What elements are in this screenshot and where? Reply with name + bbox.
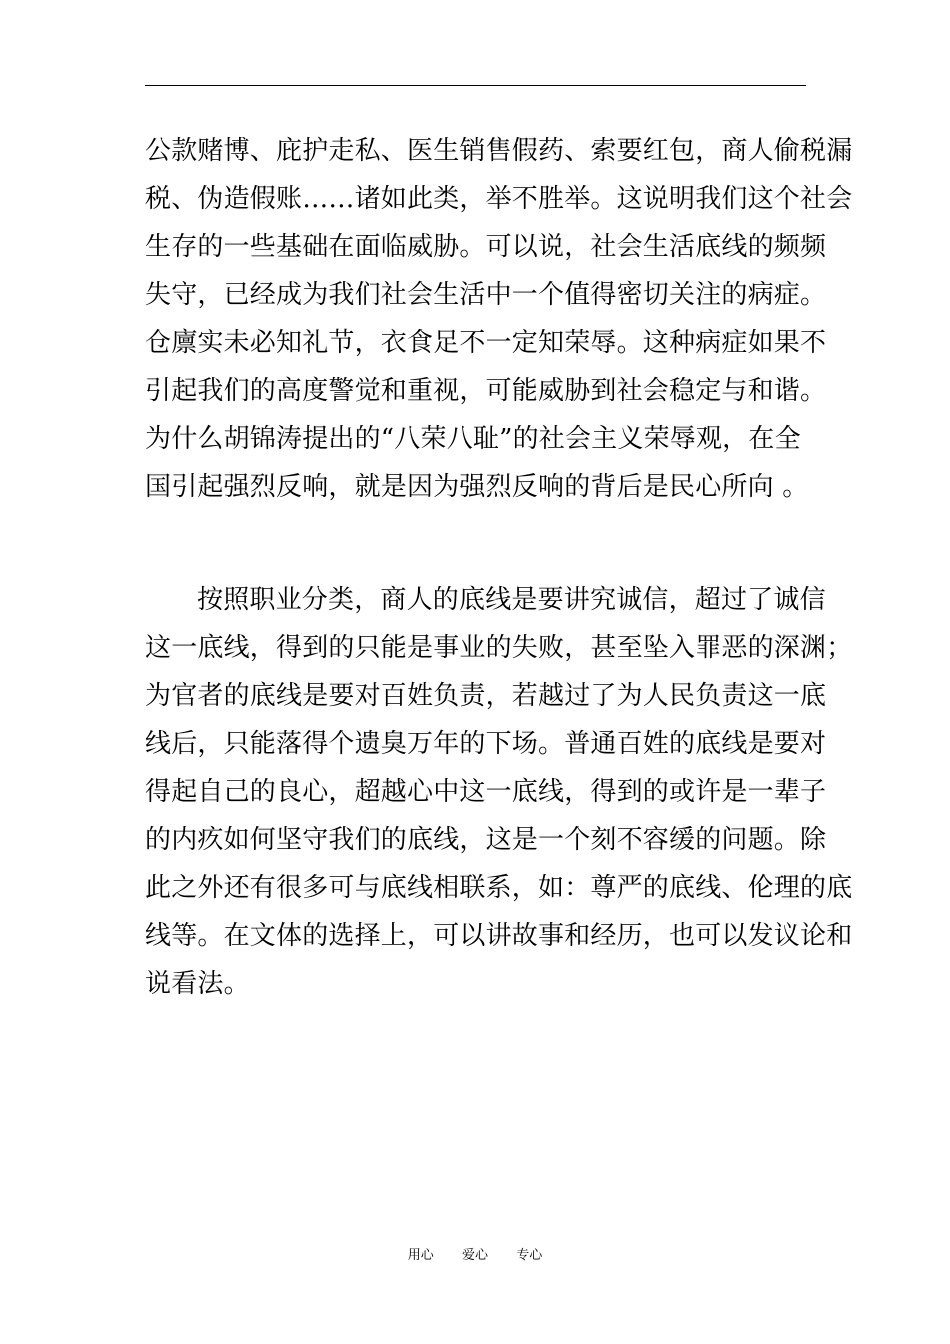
paragraph-line: 为官者的底线是要对百姓负责，若越过了为人民负责这一底: [145, 681, 827, 711]
paragraph-line: 按照职业分类，商人的底线是要讲究诚信，超过了诚信: [197, 585, 826, 615]
header-rule: [145, 85, 806, 86]
paragraph-line: 国引起强烈反响，就是因为强烈反响的背后是民心所向 。: [145, 472, 809, 502]
paragraph-line: 线后，只能落得个遗臭万年的下场。普通百姓的底线是要对: [145, 729, 827, 759]
paragraph-line: 这一底线，得到的只能是事业的失败，甚至坠入罪恶的深渊；: [145, 633, 853, 663]
paragraph-line: 此之外还有很多可与底线相联系，如：尊严的底线、伦理的底: [145, 873, 853, 903]
paragraph-line: 失守，已经成为我们社会生活中一个值得密切关注的病症。: [145, 280, 827, 310]
paragraph-line: 线等。在文体的选择上，可以讲故事和经历，也可以发议论和: [145, 921, 853, 951]
paragraph-line: 说看法。: [145, 969, 250, 999]
paragraph-2: [145, 576, 853, 1008]
paragraph-line: 仓廪实未必知礼节，衣食足不一定知荣辱。这种病症如果不: [145, 328, 827, 358]
paragraph-1: [145, 127, 853, 511]
paragraph-line: 引起我们的高度警觉和重视，可能威胁到社会稳定与和谐。: [145, 376, 827, 406]
paragraph-line: 的内疚如何坚守我们的底线，这是一个刻不容缓的问题。除: [145, 825, 827, 855]
paragraph-line: 税、伪造假账……诸如此类，举不胜举。这说明我们这个社会: [145, 184, 853, 214]
paragraph-line: 得起自己的良心，超越心中这一底线，得到的或许是一辈子: [145, 777, 827, 807]
paragraph-line: 公款赌博、庇护走私、医生销售假药、索要红包，商人偷税漏: [145, 136, 853, 166]
paragraph-line: 为什么胡锦涛提出的“八荣八耻”的社会主义荣辱观，在全: [145, 424, 801, 454]
page-footer: 用心 爱心 专心: [407, 1248, 543, 1263]
paragraph-line: 生存的一些基础在面临威胁。可以说，社会生活底线的频频: [145, 232, 827, 262]
